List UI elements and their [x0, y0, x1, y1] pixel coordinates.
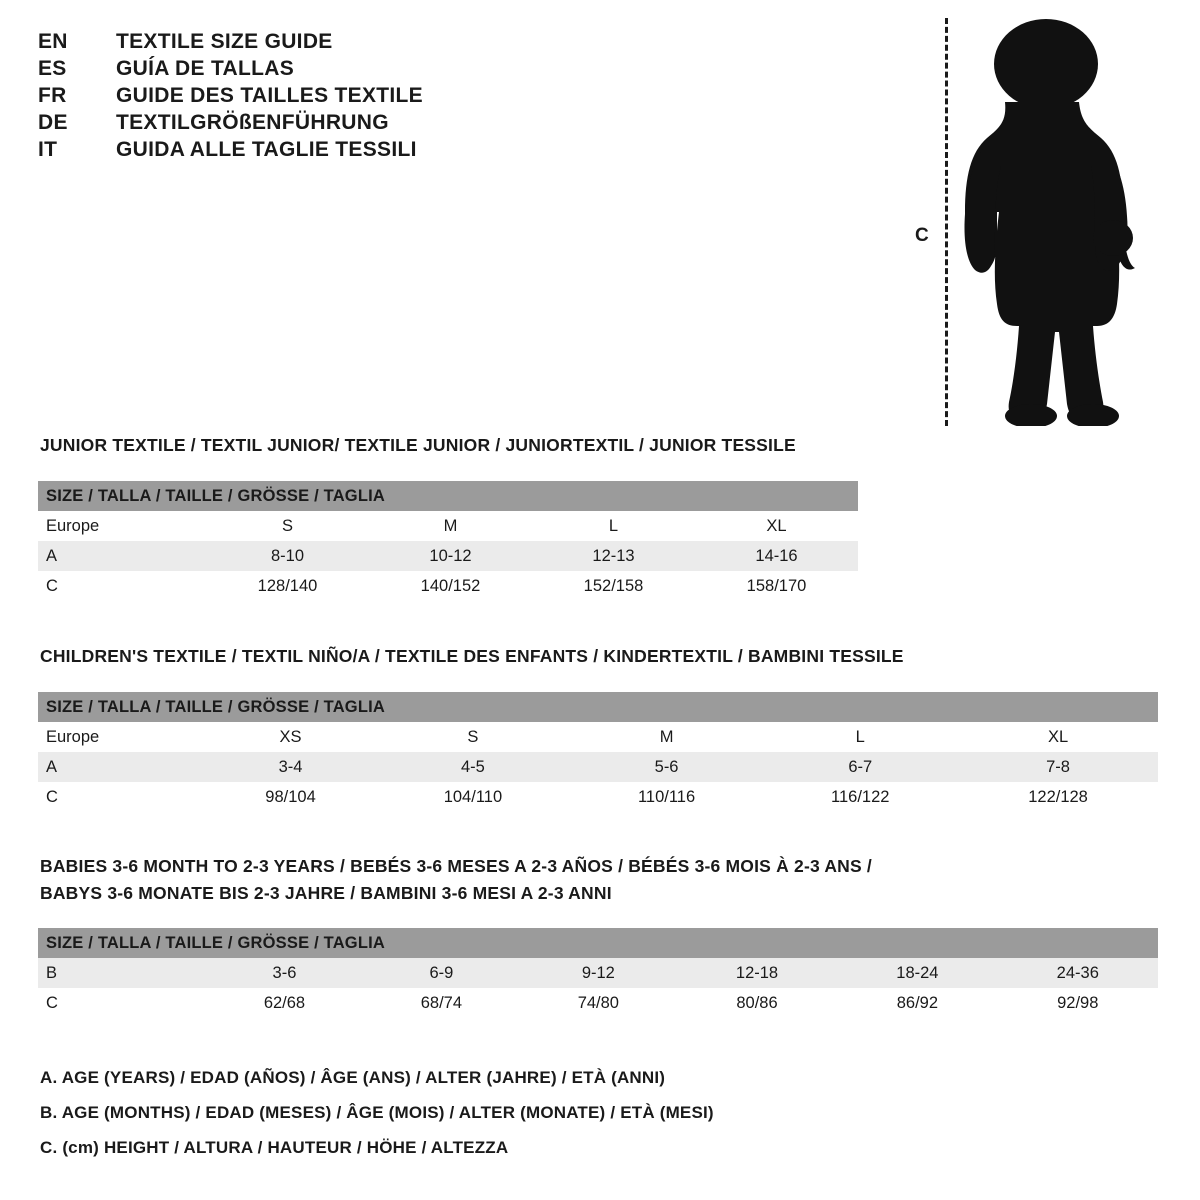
value-cell: 9-12 — [581, 963, 615, 982]
section-heading-babies — [40, 856, 872, 904]
table-band-label: SIZE / TALLA / TAILLE / GRÖSSE / TAGLIA — [38, 928, 1158, 958]
value-cell: 74/80 — [577, 993, 619, 1012]
size-cell: S — [467, 727, 479, 746]
table-band-label: SIZE / TALLA / TAILLE / GRÖSSE / TAGLIA — [38, 692, 1158, 722]
language-row — [38, 138, 598, 162]
value-cell: 140/152 — [420, 576, 481, 595]
table-row — [38, 988, 1158, 1018]
language-row — [38, 111, 598, 135]
value-cell: 12-18 — [735, 963, 779, 982]
language-row — [38, 57, 598, 81]
language-title: TEXTILE SIZE GUIDE — [116, 30, 333, 53]
size-cell: L — [855, 727, 865, 746]
language-code: ES — [38, 57, 67, 80]
section-heading-babies-line2: BABYS 3-6 MONATE BIS 2-3 JAHRE / BAMBINI 3-6 MESI A 2-3 ANNI — [40, 883, 612, 903]
section-heading-children: CHILDREN'S TEXTILE / TEXTIL NIÑO/A / TEXTILE DES ENFANTS / KINDERTEXTIL / BAMBINI TESSILE — [40, 646, 904, 666]
language-code: DE — [38, 111, 68, 134]
table-row — [38, 511, 858, 541]
children-size-table — [38, 692, 1158, 812]
height-measure-label: C — [915, 225, 929, 246]
size-cell: L — [608, 516, 619, 535]
value-cell: 24-36 — [1056, 963, 1099, 982]
section-heading-babies-line1: BABIES 3-6 MONTH TO 2-3 YEARS / BEBÉS 3-6 MESES A 2-3 AÑOS / BÉBÉS 3-6 MOIS À 2-3 ANS / — [40, 856, 872, 876]
value-cell: 152/158 — [583, 576, 644, 595]
value-cell: 10-12 — [429, 546, 472, 565]
size-cell: M — [659, 727, 674, 746]
value-cell: 110/116 — [637, 787, 696, 806]
value-cell: 104/110 — [443, 787, 503, 806]
value-cell: 7-8 — [1046, 757, 1070, 776]
language-row — [38, 30, 598, 54]
value-cell: 86/92 — [896, 993, 939, 1012]
legend-line-c: C. (cm) HEIGHT / ALTURA / HAUTEUR / HÖHE / ALTEZZA — [40, 1138, 509, 1157]
value-cell: 98/104 — [265, 787, 316, 806]
value-cell: 6-7 — [848, 757, 873, 776]
row-label: C — [46, 576, 58, 595]
height-dashed-line — [945, 18, 948, 426]
language-title: GUIDA ALLE TAGLIE TESSILI — [116, 138, 417, 161]
table-row — [38, 782, 1158, 812]
value-cell: 92/98 — [1057, 993, 1099, 1012]
language-title: GUIDE DES TAILLES TEXTILE — [116, 84, 423, 107]
value-cell: 5-6 — [654, 757, 679, 776]
row-label: A — [46, 546, 58, 565]
junior-size-table — [38, 481, 858, 601]
value-cell: 80/86 — [736, 993, 778, 1012]
row-label: C — [46, 787, 58, 806]
value-cell: 62/68 — [263, 993, 306, 1012]
language-code: FR — [38, 84, 67, 107]
language-title-block — [38, 30, 598, 165]
table-row — [38, 958, 1158, 988]
value-cell: 3-6 — [272, 963, 297, 982]
language-title: GUÍA DE TALLAS — [116, 57, 295, 80]
language-code: EN — [38, 30, 68, 53]
value-cell: 18-24 — [896, 963, 939, 982]
value-cell: 158/170 — [746, 576, 807, 595]
language-code: IT — [38, 138, 58, 161]
size-cell: M — [443, 516, 458, 535]
row-label: B — [46, 963, 58, 982]
row-label: C — [46, 993, 58, 1012]
size-cell: XL — [1047, 727, 1069, 746]
size-cell: XS — [279, 727, 302, 746]
value-cell: 6-9 — [429, 963, 454, 982]
legend-line-a: A. AGE (YEARS) / EDAD (AÑOS) / ÂGE (ANS) / ALTER (JAHRE) / ETÀ (ANNI) — [40, 1068, 666, 1087]
value-cell: 4-5 — [460, 757, 485, 776]
table-band-row — [38, 481, 858, 511]
value-cell: 3-4 — [278, 757, 303, 776]
value-cell: 8-10 — [270, 546, 305, 565]
size-cell: S — [281, 516, 293, 535]
size-cell: XL — [766, 516, 787, 535]
legend-line-b: B. AGE (MONTHS) / EDAD (MESES) / ÂGE (MOIS) / ALTER (MONATE) / ETÀ (MESI) — [40, 1103, 714, 1122]
value-cell: 116/122 — [831, 787, 890, 806]
value-cell: 122/128 — [1028, 787, 1088, 806]
value-cell: 14-16 — [755, 546, 798, 565]
table-row — [38, 722, 1158, 752]
table-row — [38, 752, 1158, 782]
language-title: TEXTILGRÖßENFÜHRUNG — [116, 111, 389, 134]
table-row — [38, 571, 858, 601]
table-band-row — [38, 928, 1158, 958]
table-row — [38, 541, 858, 571]
value-cell: 68/74 — [420, 993, 463, 1012]
babies-size-table — [38, 928, 1158, 1018]
section-heading-junior: JUNIOR TEXTILE / TEXTIL JUNIOR/ TEXTILE JUNIOR / JUNIORTEXTIL / JUNIOR TESSILE — [40, 435, 796, 455]
table-band-label: SIZE / TALLA / TAILLE / GRÖSSE / TAGLIA — [38, 481, 858, 511]
row-label: Europe — [46, 516, 100, 535]
row-label: A — [46, 757, 58, 776]
language-row — [38, 84, 598, 108]
table-band-row — [38, 692, 1158, 722]
value-cell: 12-13 — [592, 546, 635, 565]
child-silhouette-icon — [953, 16, 1143, 431]
value-cell: 128/140 — [257, 576, 318, 595]
legend-block — [40, 1068, 1140, 1173]
row-label: Europe — [46, 727, 100, 746]
height-measure-figure — [905, 10, 1145, 430]
